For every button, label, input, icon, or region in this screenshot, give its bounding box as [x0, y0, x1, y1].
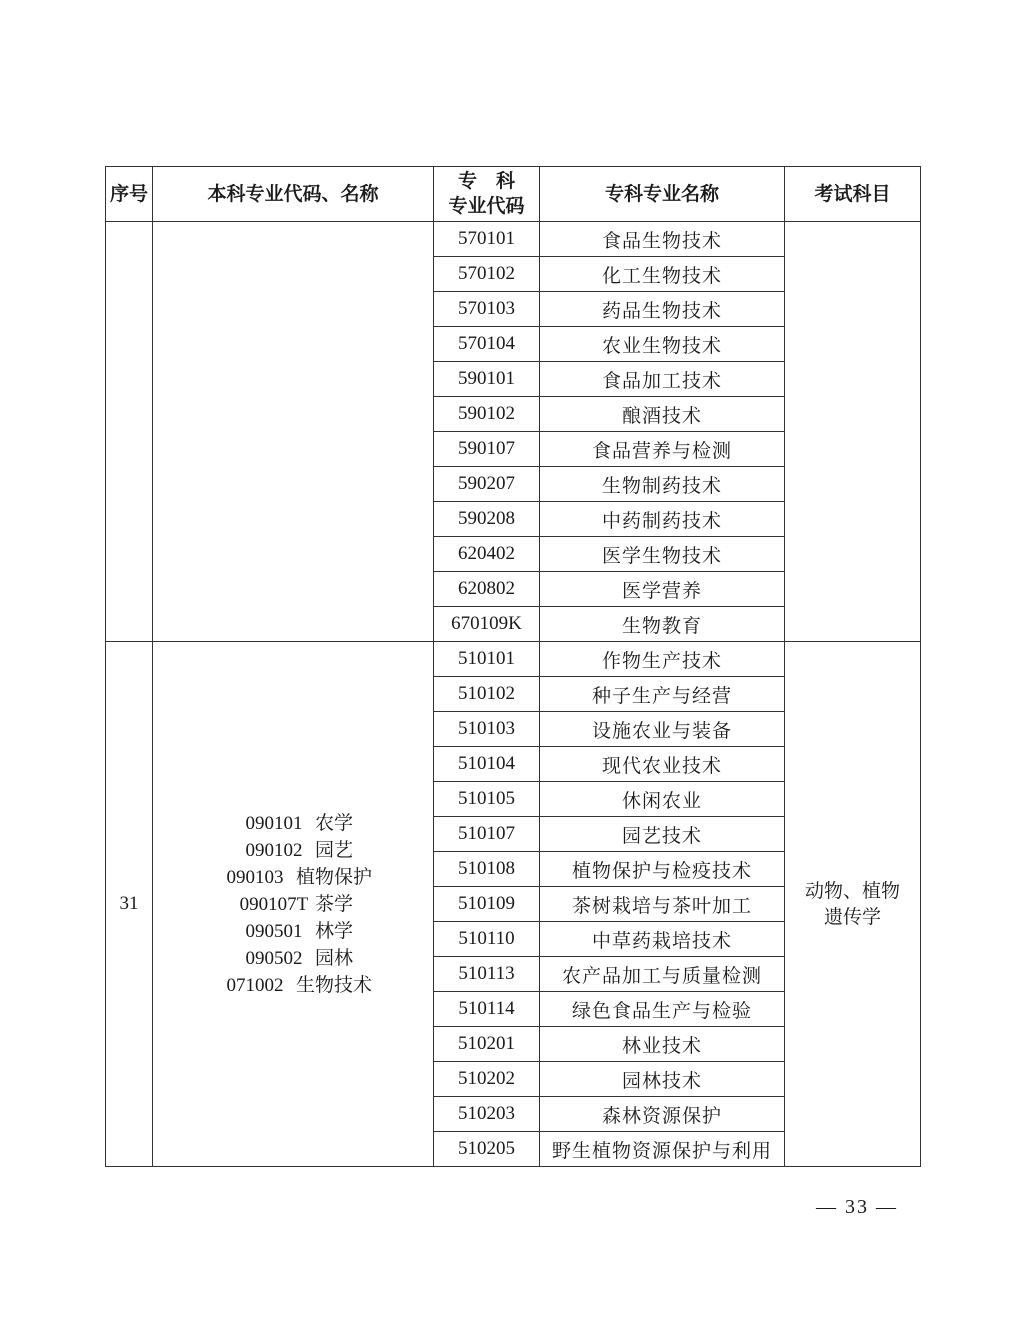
undergrad-code: 090101 [245, 812, 303, 834]
exam-cell [785, 222, 921, 642]
seq-cell: 31 [106, 642, 153, 1167]
header-row [106, 167, 921, 222]
jc-name-cell: 园艺技术 [540, 817, 785, 852]
jc-code-cell: 670109K [434, 607, 540, 642]
jc-name-cell: 茶树栽培与茶叶加工 [540, 887, 785, 922]
table-row [106, 642, 921, 677]
jc-name-cell: 作物生产技术 [540, 642, 785, 677]
jc-code-cell: 510201 [434, 1027, 540, 1062]
jc-code-cell: 510105 [434, 782, 540, 817]
jc-name-cell: 中药制药技术 [540, 502, 785, 537]
undergrad-code: 090501 [245, 920, 303, 942]
jc-name-cell: 林业技术 [540, 1027, 785, 1062]
jc-code-cell: 510104 [434, 747, 540, 782]
table-row [106, 222, 921, 257]
header-undergrad: 本科专业代码、名称 [153, 167, 434, 222]
jc-name-cell: 化工生物技术 [540, 257, 785, 292]
jc-code-cell: 620402 [434, 537, 540, 572]
undergrad-code: 090502 [245, 947, 303, 969]
undergrad-name: 园艺 [314, 838, 353, 861]
jc-code-cell: 590107 [434, 432, 540, 467]
undergrad-code: 090103 [226, 866, 284, 888]
major-table [105, 166, 921, 1167]
header-jc-name: 专科专业名称 [540, 167, 785, 222]
jc-name-cell: 植物保护与检疫技术 [540, 852, 785, 887]
jc-code-cell: 510205 [434, 1132, 540, 1167]
jc-code-cell: 620802 [434, 572, 540, 607]
jc-name-cell: 食品加工技术 [540, 362, 785, 397]
jc-code-cell: 570101 [434, 222, 540, 257]
undergrad-name: 农学 [314, 811, 353, 834]
jc-code-cell: 510107 [434, 817, 540, 852]
undergrad-major [153, 864, 433, 891]
exam-subject-line: 动物、植物 [804, 880, 900, 902]
jc-name-cell: 休闲农业 [540, 782, 785, 817]
undergrad-name: 茶学 [314, 892, 353, 915]
jc-code-cell: 570103 [434, 292, 540, 327]
jc-code-cell: 510110 [434, 922, 540, 957]
jc-code-cell: 570102 [434, 257, 540, 292]
undergrad-name: 生物技术 [295, 973, 372, 996]
jc-code-cell: 590207 [434, 467, 540, 502]
jc-name-cell: 野生植物资源保护与利用 [540, 1132, 785, 1167]
jc-name-cell: 农产品加工与质量检测 [540, 957, 785, 992]
jc-code-cell: 510113 [434, 957, 540, 992]
jc-name-cell: 园林技术 [540, 1062, 785, 1097]
exam-subject-line: 遗传学 [823, 906, 881, 928]
header-jc-code [434, 167, 540, 222]
jc-name-cell: 生物教育 [540, 607, 785, 642]
exam-cell [785, 642, 921, 1167]
undergrad-major [153, 837, 433, 864]
undergrad-cell [153, 642, 434, 1167]
header-seq: 序号 [106, 167, 153, 222]
undergrad-code: 090102 [245, 839, 303, 861]
jc-code-cell: 590208 [434, 502, 540, 537]
jc-code-cell: 590102 [434, 397, 540, 432]
header-jc-code-line1: 专 科 [457, 170, 515, 192]
undergrad-major [153, 972, 433, 999]
jc-name-cell: 医学营养 [540, 572, 785, 607]
undergrad-major [153, 918, 433, 945]
undergrad-name: 园林 [314, 946, 353, 969]
undergrad-name: 植物保护 [295, 865, 372, 888]
seq-cell [106, 222, 153, 642]
undergrad-name: 林学 [314, 919, 353, 942]
page-number: — 33 — [816, 1196, 898, 1218]
jc-name-cell: 现代农业技术 [540, 747, 785, 782]
jc-code-cell: 510108 [434, 852, 540, 887]
header-jc-code-line2: 专业代码 [448, 195, 525, 217]
jc-name-cell: 中草药栽培技术 [540, 922, 785, 957]
undergrad-code: 090107T [239, 893, 309, 915]
jc-code-cell: 510203 [434, 1097, 540, 1132]
header-exam: 考试科目 [785, 167, 921, 222]
jc-name-cell: 森林资源保护 [540, 1097, 785, 1132]
jc-name-cell: 设施农业与装备 [540, 712, 785, 747]
jc-code-cell: 510101 [434, 642, 540, 677]
undergrad-major [153, 810, 433, 837]
jc-code-cell: 570104 [434, 327, 540, 362]
jc-name-cell: 种子生产与经营 [540, 677, 785, 712]
jc-code-cell: 510109 [434, 887, 540, 922]
jc-name-cell: 农业生物技术 [540, 327, 785, 362]
undergrad-code: 071002 [226, 974, 284, 996]
jc-code-cell: 510202 [434, 1062, 540, 1097]
jc-name-cell: 酿酒技术 [540, 397, 785, 432]
undergrad-major [153, 891, 433, 918]
jc-name-cell: 食品生物技术 [540, 222, 785, 257]
table-body [106, 222, 921, 1167]
jc-name-cell: 绿色食品生产与检验 [540, 992, 785, 1027]
jc-name-cell: 食品营养与检测 [540, 432, 785, 467]
jc-name-cell: 生物制药技术 [540, 467, 785, 502]
jc-code-cell: 510114 [434, 992, 540, 1027]
undergrad-cell [153, 222, 434, 642]
jc-name-cell: 医学生物技术 [540, 537, 785, 572]
jc-name-cell: 药品生物技术 [540, 292, 785, 327]
jc-code-cell: 590101 [434, 362, 540, 397]
undergrad-major [153, 945, 433, 972]
jc-code-cell: 510102 [434, 677, 540, 712]
jc-code-cell: 510103 [434, 712, 540, 747]
